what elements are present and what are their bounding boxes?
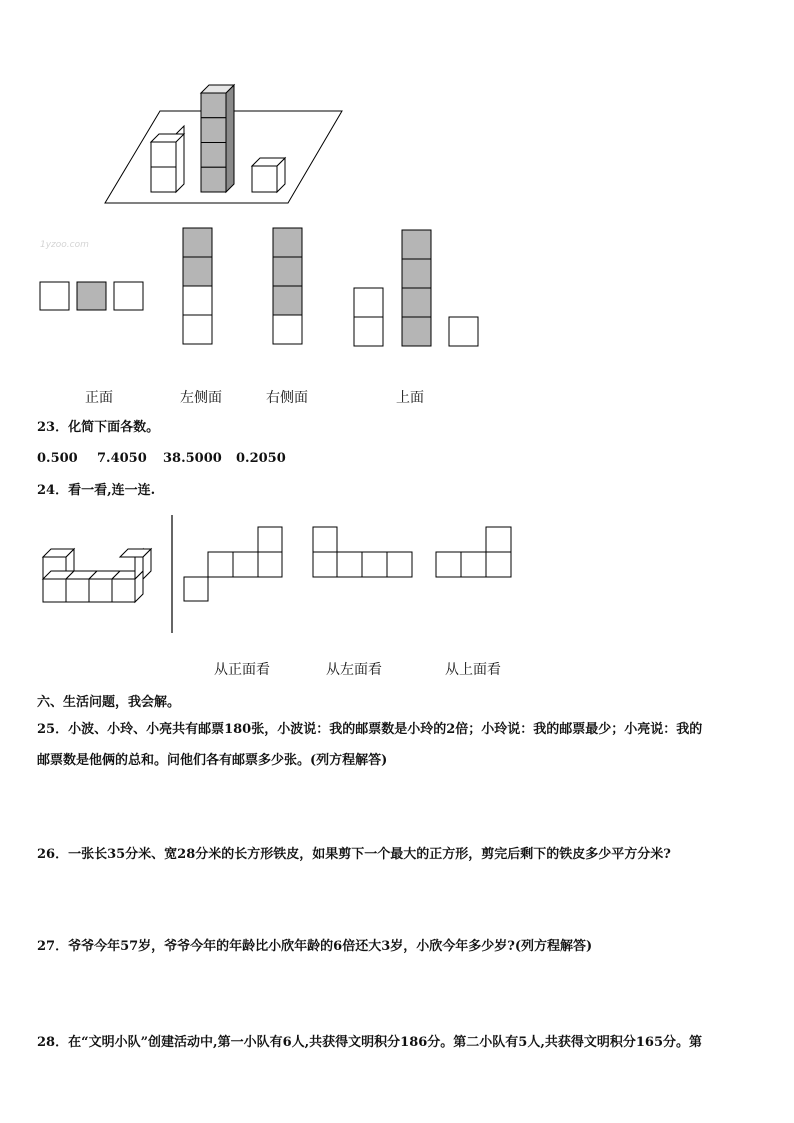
view-option-c [273,228,302,344]
single-cube [252,158,285,192]
question-23 [37,416,159,435]
question-text: 在“文明小队”创建活动中,第一小队有6人,共获得文明积分186分。第二小队有5人,共获得文明积分165分。第 [68,1035,702,1050]
section-title: 六、生活问题，我会解。 [37,695,181,710]
number-item: 0.500 [37,451,78,466]
view-shape-3 [436,527,511,577]
question-number: 28． [37,1035,69,1050]
view-option-b [183,228,212,344]
question-27 [37,935,592,954]
tall-cube-stack [201,85,234,192]
question-text: 化简下面各数。 [68,420,160,435]
q24-figure [0,505,794,645]
question-number: 24． [37,483,69,498]
view-option-a [40,282,143,310]
question-25 [37,718,702,737]
question-text: 一张长35分米、宽28分米的长方形铁皮，如果剪下一个最大的正方形，剪完后剩下的铁皮多少平方分米? [68,847,671,862]
question-28 [37,1031,702,1050]
numbers-row [37,447,286,466]
number-item: 7.4050 [97,451,147,466]
label-from-front: 从正面看 [214,662,270,678]
number-item: 38.5000 [163,451,222,466]
question-text: 看一看,连一连. [68,483,156,498]
label-top: 上面 [396,390,424,406]
label-from-left: 从左面看 [326,662,382,678]
question-number: 27． [37,939,69,954]
view-shape-2 [313,527,412,577]
cube-arrangement-figure [0,0,794,360]
label-from-top: 从上面看 [445,662,501,678]
left-cube-stack [151,126,184,192]
question-25-line-2: 邮票数是他俩的总和。问他们各有邮票多少张。(列方程解答) [37,753,388,768]
question-24 [37,479,155,498]
question-number: 26． [37,847,69,862]
cube-object [43,549,151,602]
question-text-line-1: 小波、小玲、小亮共有邮票180张，小波说：我的邮票数是小玲的2倍；小玲说：我的邮票最少；小亮说：我的 [68,722,703,737]
view-option-d [354,230,478,346]
label-front: 正面 [85,390,113,406]
number-item: 0.2050 [236,451,286,466]
label-right-side: 右侧面 [266,390,308,406]
watermark: 1yzoo.com [40,240,89,250]
question-text: 爷爷今年57岁，爷爷今年的年龄比小欣年龄的6倍还大3岁，小欣今年多少岁?(列方程解答) [68,939,593,954]
question-number: 23． [37,420,69,435]
question-26 [37,843,671,862]
label-left-side: 左侧面 [180,390,222,406]
view-shape-1 [184,527,282,601]
question-number: 25． [37,722,69,737]
